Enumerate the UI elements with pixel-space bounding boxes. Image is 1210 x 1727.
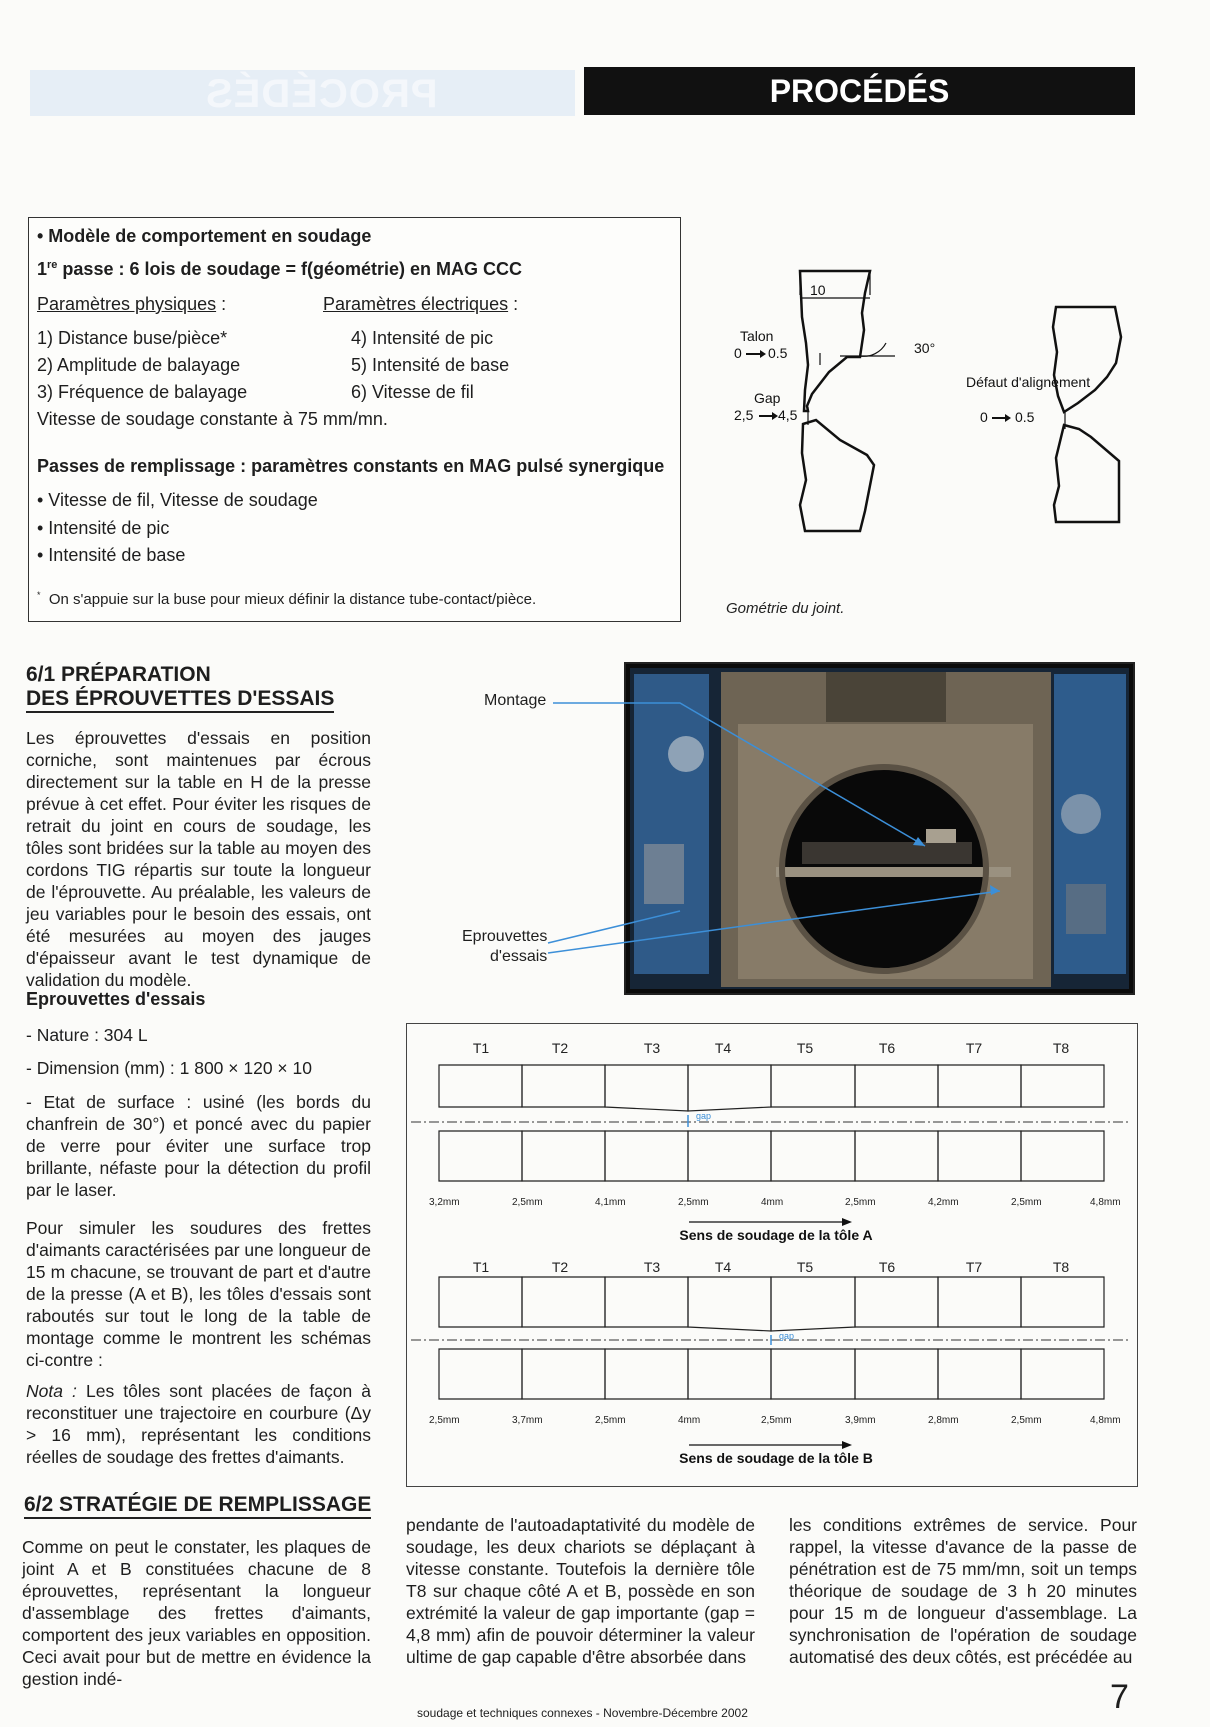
gap-label-b: gap (779, 1331, 795, 1341)
angle-label: 30° (914, 340, 936, 356)
nature-line: - Nature : 304 L (26, 1025, 148, 1045)
box-title: • Modèle de comportement en soudage (37, 226, 372, 246)
section-6-2-col3: les conditions extrêmes de service. Pour rappel, la vitesse d'avance de la passe de pénétration est de 75 mm/mn, soit un temps théorique de soudage de 3 h 20 minutes pour 15 m de longueur d'assemblage. La synchronisation de l'opération de soudage automatisé des deux côtés, est précédée au (789, 1515, 1137, 1667)
plate-top-b-2 (522, 1277, 605, 1327)
phys-param-2: 2) Amplitude de balayage (37, 355, 241, 375)
eprouvettes-label-line1: Eprouvettes (462, 928, 548, 945)
gap-value-a-1: 3,2mm (429, 1197, 460, 1208)
plate-bottom-a-6 (855, 1131, 938, 1181)
box-subtitle: 1re passe : 6 lois de soudage = f(géométrie) en MAG CCC (37, 259, 523, 279)
gap-value-b-4: 4mm (678, 1415, 701, 1426)
surface-state-paragraph: - Etat de surface : usiné (les bords du chanfrein de 30°) et poncé avec du papier de verre pour éviter une surface trop brillante, néfaste pour la détection du profil par le laser. (26, 1092, 371, 1200)
plate-top-b-4 (688, 1277, 771, 1331)
plate-labels-b (473, 1259, 1070, 1275)
fill-item-2: • Intensité de pic (37, 518, 170, 538)
gap-indicator-b (771, 1331, 794, 1345)
plate-bottom-b-4 (688, 1349, 771, 1399)
plate-bottom-b-7 (938, 1349, 1021, 1399)
defaut-range-from: 0 (980, 409, 988, 425)
plate-bottom-b-1 (439, 1349, 522, 1399)
plate-bottom-a-5 (771, 1131, 855, 1181)
plate-bottom-a-3 (605, 1131, 688, 1181)
physical-params-heading: Paramètres physiques : (37, 294, 227, 314)
plate-bottom-b-5 (771, 1349, 855, 1399)
plates-top-b (439, 1277, 1104, 1331)
welding-speed-note: Vitesse de soudage constante à 75 mm/mn. (37, 409, 388, 429)
plate-label-t2-a: T2 (551, 1040, 569, 1056)
section-6-2-col1: Comme on peut le constater, les plaques de joint A et B constituées chacune de 8 éprouvettes, représentant la longueur d'assemblage des frettes d'aimants, comportent des jeux variables en opposition. Ceci avait pour but de mettre en évidence la gestion indé- (22, 1537, 371, 1689)
gap-value-a-9: 4,8mm (1090, 1197, 1121, 1208)
gap-value-b-5: 2,5mm (761, 1415, 792, 1426)
plate-label-t1-b: T1 (472, 1259, 490, 1275)
plates-bottom-a (439, 1131, 1104, 1181)
plates-gap-diagram (406, 1023, 1136, 1485)
plate-bottom-a-4 (688, 1131, 771, 1181)
direction-label-b: Sens de soudage de la tôle B (679, 1450, 873, 1466)
direction-b (679, 1441, 873, 1466)
fill-item-3: • Intensité de base (37, 545, 186, 565)
gap-value-a-2: 2,5mm (512, 1197, 543, 1208)
plate-bottom-b-6 (855, 1349, 938, 1399)
phys-param-1: 1) Distance buse/pièce* (37, 328, 228, 348)
gap-value-a-5: 4mm (761, 1197, 784, 1208)
plate-label-t3-b: T3 (643, 1259, 661, 1275)
montage-label: Montage (484, 692, 547, 709)
talon-range-to: 0.5 (768, 345, 788, 361)
box-footnote: * On s'appuie sur la buse pour mieux définir la distance tube-contact/pièce. (37, 590, 537, 608)
gap-values-a (429, 1197, 1121, 1208)
plate-bottom-b-8 (1021, 1349, 1104, 1399)
gap-value-a-8: 2,5mm (1011, 1197, 1042, 1208)
plate-top-a-4 (688, 1065, 771, 1111)
plate-top-a-7 (938, 1065, 1021, 1107)
gap-range-to: 4,5 (778, 407, 798, 423)
plate-top-b-3 (605, 1277, 688, 1327)
plate-label-t3-a: T3 (643, 1040, 661, 1056)
plate-top-b-5 (771, 1277, 855, 1331)
plate-top-a-5 (771, 1065, 855, 1107)
dim-10-label: 10 (810, 282, 826, 298)
gap-value-b-2: 3,7mm (512, 1415, 543, 1426)
plate-top-b-8 (1021, 1277, 1104, 1327)
eprouvettes-label-line2: d'essais (490, 948, 548, 965)
plate-label-t4-a: T4 (714, 1040, 732, 1056)
fill-passes-title: Passes de remplissage : paramètres constants en MAG pulsé synergique (37, 456, 665, 476)
electrical-params-heading: Paramètres électriques : (323, 294, 519, 314)
plate-label-t8-b: T8 (1052, 1259, 1070, 1275)
gap-value-a-4: 2,5mm (678, 1197, 709, 1208)
section-6-2-col2: pendante de l'autoadaptativité du modèle de soudage, les deux chariots se déplaçant à vitesse constante. Toutefois la dernière tôle T8 sur chaque côté A et B, possède en son extrémité la valeur de gap importante (gap = 4,8 mm) afin de pouvoir déterminer la valeur ultime de gap capable d'être absorbée dans (406, 1515, 755, 1667)
test-pieces-subheading: Eprouvettes d'essais (26, 989, 206, 1009)
gap-label-a: gap (696, 1111, 712, 1121)
plate-top-a-2 (522, 1065, 605, 1107)
plate-bottom-a-1 (439, 1131, 522, 1181)
plate-label-t7-a: T7 (965, 1040, 983, 1056)
phys-param-3: 3) Fréquence de balayage (37, 382, 248, 402)
gap-value-b-9: 4,8mm (1090, 1415, 1121, 1426)
talon-range-from: 0 (734, 345, 742, 361)
plate-bottom-a-7 (938, 1131, 1021, 1181)
gap-value-b-3: 2,5mm (595, 1415, 626, 1426)
page-number: 7 (1110, 1678, 1129, 1716)
gap-values-b (429, 1415, 1121, 1426)
plate-top-a-6 (855, 1065, 938, 1107)
section-6-1-paragraph: Les éprouvettes d'essais en position corniche, sont maintenues par écrous directement sur la table en H de la presse prévue à cet effet. Pour éviter les risques de retrait du joint en cours de soudage, les tôles sont bridées sur la table au moyen des cordons TIG répartis sur toute la longueur de l'éprouvette. Au préalable, les valeurs de jeu variables pour le besoin des essais, ont été mesurées au moyen des jauges d'épaisseur avant le test dynamique de validation du modèle. (26, 728, 371, 990)
defaut-range-to: 0.5 (1015, 409, 1035, 425)
plate-label-t1-a: T1 (472, 1040, 490, 1056)
plate-label-t8-a: T8 (1052, 1040, 1070, 1056)
direction-arrowhead-b (842, 1441, 852, 1449)
plate-bottom-b-3 (605, 1349, 688, 1399)
plate-label-t5-b: T5 (796, 1259, 814, 1275)
plate-top-b-6 (855, 1277, 938, 1327)
direction-a (679, 1218, 872, 1243)
plates-top-a (439, 1065, 1104, 1111)
elec-param-4: 4) Intensité de pic (351, 328, 494, 348)
plate-top-b-7 (938, 1277, 1021, 1327)
elec-param-5: 5) Intensité de base (351, 355, 510, 375)
fill-item-1: • Vitesse de fil, Vitesse de soudage (37, 490, 318, 510)
plate-top-a-8 (1021, 1065, 1104, 1107)
plate-top-a-1 (439, 1065, 522, 1107)
direction-arrowhead-a (842, 1218, 852, 1226)
plate-bottom-b-2 (522, 1349, 605, 1399)
gap-value-a-6: 2,5mm (845, 1197, 876, 1208)
direction-label-a: Sens de soudage de la tôle A (679, 1227, 873, 1243)
dimension-line: - Dimension (mm) : 1 800 × 120 × 10 (26, 1058, 312, 1078)
plate-label-t2-b: T2 (551, 1259, 569, 1275)
gap-range-from: 2,5 (734, 407, 754, 423)
gap-value-a-7: 4,2mm (928, 1197, 959, 1208)
plate-label-t6-a: T6 (878, 1040, 896, 1056)
plate-label-t5-a: T5 (796, 1040, 814, 1056)
gap-value-a-3: 4,1mm (595, 1197, 626, 1208)
talon-label: Talon (740, 328, 774, 344)
gap-value-b-8: 2,5mm (1011, 1415, 1042, 1426)
gap-value-b-7: 2,8mm (928, 1415, 959, 1426)
plate-label-t4-b: T4 (714, 1259, 732, 1275)
gap-label: Gap (754, 390, 781, 406)
plate-labels-a (473, 1040, 1070, 1056)
plate-bottom-a-2 (522, 1131, 605, 1181)
joint-caption: Gométrie du joint. (726, 600, 845, 617)
gap-value-b-6: 3,9mm (845, 1415, 876, 1426)
plate-label-t7-b: T7 (965, 1259, 983, 1275)
header-ghost-text: PROCÉDÉS (205, 72, 438, 116)
plate-top-a-3 (605, 1065, 688, 1111)
footer-journal: soudage et techniques connexes - Novembre-Décembre 2002 (417, 1706, 748, 1720)
section-6-1-title-line2: DES ÉPROUVETTES D'ESSAIS (26, 687, 334, 713)
defaut-label: Défaut d'alignement (966, 374, 1091, 390)
plate-top-b-1 (439, 1277, 522, 1327)
plate-label-t6-b: T6 (878, 1259, 896, 1275)
simulation-paragraph: Pour simuler les soudures des frettes d'aimants caractérisées par une longueur de 15 m chacune, se trouvant de part et d'autre de la presse (A et B), les tôles d'essais sont raboutés sur tout le long de la table de montage comme le montrent les schémas ci-contre : (26, 1218, 371, 1370)
section-title: PROCÉDÉS (769, 73, 950, 109)
gap-indicator-a (688, 1111, 711, 1127)
elec-param-6: 6) Vitesse de fil (351, 382, 474, 402)
plates-bottom-b (439, 1349, 1104, 1399)
nota-paragraph: Nota : Les tôles sont placées de façon à reconstituer une trajectoire en courbure (Δy > 16 mm), représentant les conditions réelles de soudage des frettes d'aimants. (26, 1381, 371, 1467)
section-6-2-title: 6/2 STRATÉGIE DE REMPLISSAGE (24, 1493, 371, 1519)
section-6-1-title-line1: 6/1 PRÉPARATION (26, 663, 211, 686)
plate-bottom-a-8 (1021, 1131, 1104, 1181)
gap-value-b-1: 2,5mm (429, 1415, 460, 1426)
